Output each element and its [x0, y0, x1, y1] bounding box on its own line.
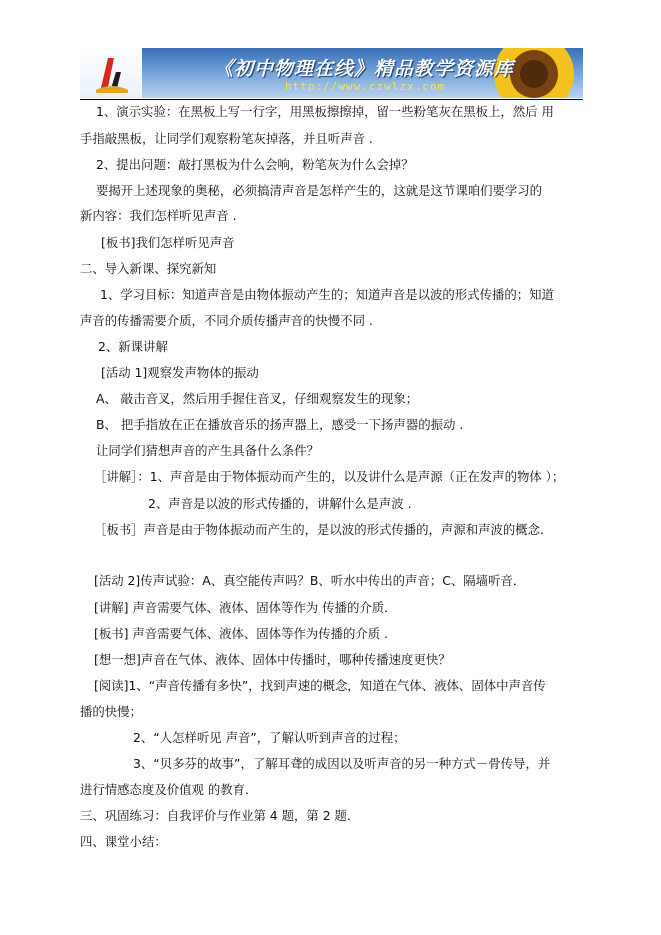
banner-url: http://www.czwlzx.com	[285, 80, 446, 93]
paragraph-line: 3、“贝多芬的故事”，了解耳聋的成因以及听声音的另一种方式－骨传导，并	[133, 756, 551, 771]
paragraph-line: ［讲解］：1、声音是由于物体振动而产生的，以及讲什么是声源（正在发声的物体 ）；	[94, 469, 565, 484]
site-logo	[80, 48, 142, 98]
paragraph-line: B、 把手指放在正在播放音乐的扬声器上，感受一下扬声器的振动 .	[96, 417, 464, 432]
paragraph-line: ［板书］声音是由于物体振动而产生的，是以波的形式传播的，声源和声波的概念．	[94, 522, 553, 537]
section-heading: 二、导入新课、探究新知	[80, 261, 217, 276]
paragraph-line: 2、“人怎样听见 声音”，了解认听到声音的过程；	[133, 730, 406, 745]
paragraph-line: [讲解] 声音需要气体、液体、固体等作为 传播的介质．	[94, 600, 397, 615]
paragraph-line: 1、演示实验：在黑板上写一行字，用黑板擦擦掉，留一些粉笔灰在黑板上，然后 用	[96, 104, 554, 119]
paragraph-line: 2、提出问题：敲打黑板为什么会响，粉笔灰为什么会掉？	[96, 157, 414, 172]
paragraph-line: [活动 1]观察发声物体的振动	[101, 365, 259, 380]
paragraph-line: 声音的传播需要介质，不同介质传播声音的快慢不同 .	[80, 313, 373, 328]
paragraph-line: 2、新课讲解	[98, 339, 168, 354]
paragraph-line: [阅读]1、“声音传播有多快”，找到声速的概念，知道在气体、液体、固体中声音传	[94, 678, 546, 693]
paragraph-line: [活动 2]传声试验：A、真空能传声吗？B、听水中传出的声音；C、隔墙听音．	[94, 573, 526, 588]
paragraph-line: [板书]我们怎样听见声音	[101, 235, 235, 250]
paragraph-line: 1、学习目标：知道声音是由物体振动产生的；知道声音是以波的形式传播的；知道	[100, 287, 554, 302]
paragraph-line: 播的快慢；	[80, 704, 142, 719]
paragraph-line: 要揭开上述现象的奥秘，必须搞清声音是怎样产生的，这就是这节课咱们要学习的	[96, 183, 543, 198]
paragraph-line: [板书] 声音需要气体、液体、固体等作为传播的介质 .	[94, 626, 389, 641]
paragraph-line: 进行情感态度及价值观 的教育．	[80, 782, 258, 797]
section-heading: 四、课堂小结：	[80, 834, 167, 849]
paragraph-line: [想一想]声音在气体、液体、固体中传播时，哪种传播速度更快？	[94, 652, 451, 667]
header-rule	[80, 99, 583, 100]
paragraph-line: A、 敲击音叉，然后用手握住音叉，仔细观察发生的现象；	[96, 391, 419, 406]
paragraph-line: 手指敲黑板，让同学们观察粉笔灰掉落，并且听声音 .	[80, 131, 373, 146]
header-banner	[80, 48, 583, 98]
paragraph-line: 新内容：我们怎样听见声音 .	[80, 208, 237, 223]
paragraph-line: 让同学们猜想声音的产生具备什么条件？	[96, 443, 320, 458]
paragraph-line: 2、声音是以波的形式传播的，讲解什么是声波 .	[148, 496, 412, 511]
section-heading: 三、巩固练习：自我评价与作业第 4 题，第 2 题．	[80, 808, 360, 823]
banner-title: 《初中物理在线》精品教学资源库	[214, 58, 515, 80]
